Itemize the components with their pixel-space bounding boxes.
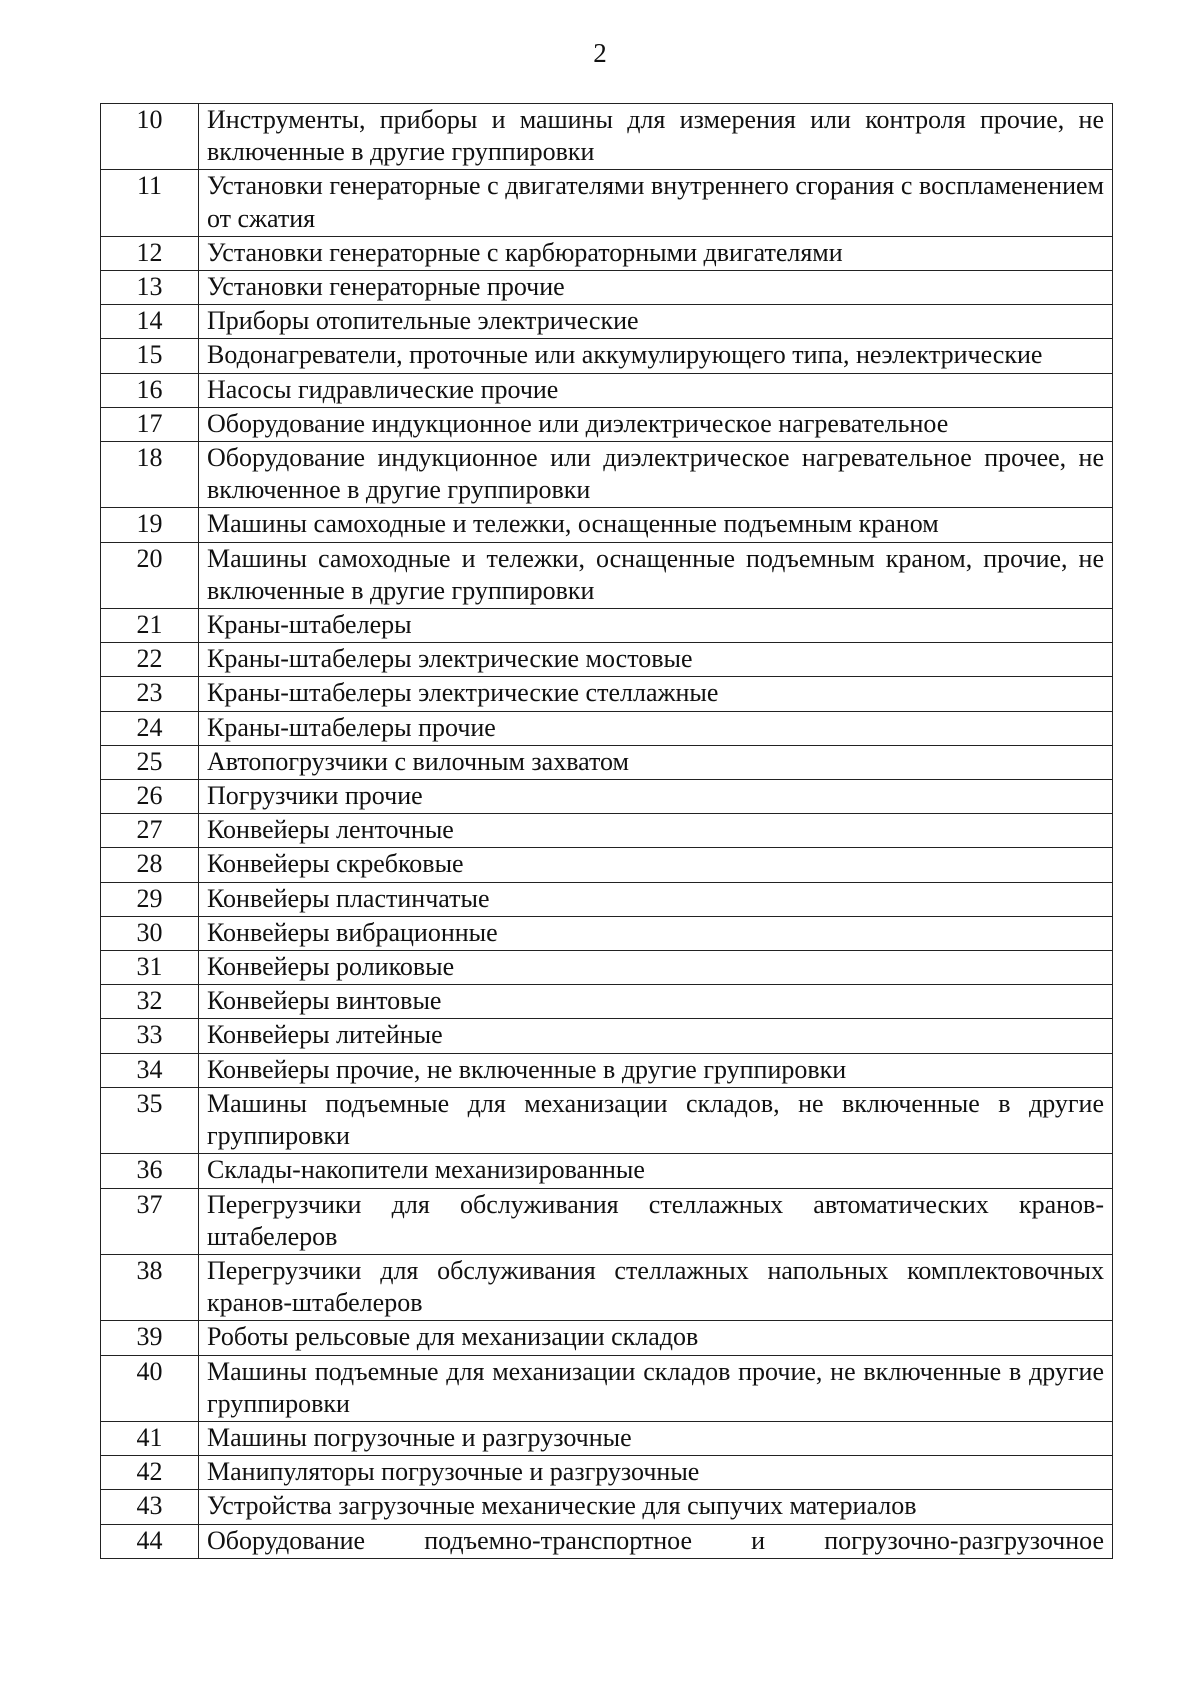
row-text: Насосы гидравлические прочие xyxy=(199,373,1113,407)
table-row xyxy=(101,1421,1113,1455)
table-row xyxy=(101,508,1113,542)
row-text: Устройства загрузочные механические для сыпучих материалов xyxy=(199,1490,1113,1524)
table-row xyxy=(101,442,1113,508)
row-text: Установки генераторные с карбюраторными двигателями xyxy=(199,236,1113,270)
row-number: 17 xyxy=(101,407,199,441)
row-number: 36 xyxy=(101,1154,199,1188)
row-number: 34 xyxy=(101,1053,199,1087)
row-number: 13 xyxy=(101,271,199,305)
row-text: Машины подъемные для механизации складов прочие, не включенные в другие группировки xyxy=(199,1355,1113,1421)
table-row xyxy=(101,711,1113,745)
row-text: Перегрузчики для обслуживания стеллажных напольных комплектовочных кранов-штабелеров xyxy=(199,1254,1113,1320)
row-text: Конвейеры винтовые xyxy=(199,985,1113,1019)
row-text: Конвейеры ленточные xyxy=(199,814,1113,848)
row-number: 15 xyxy=(101,339,199,373)
row-number: 42 xyxy=(101,1456,199,1490)
table-row xyxy=(101,236,1113,270)
table-row xyxy=(101,814,1113,848)
row-number: 39 xyxy=(101,1321,199,1355)
row-number: 22 xyxy=(101,643,199,677)
row-text: Краны-штабелеры прочие xyxy=(199,711,1113,745)
row-text: Склады-накопители механизированные xyxy=(199,1154,1113,1188)
row-text: Краны-штабелеры электрические стеллажные xyxy=(199,677,1113,711)
row-text: Конвейеры вибрационные xyxy=(199,916,1113,950)
page-number: 2 xyxy=(593,38,607,68)
row-text: Краны-штабелеры xyxy=(199,609,1113,643)
row-number: 33 xyxy=(101,1019,199,1053)
row-text: Погрузчики прочие xyxy=(199,780,1113,814)
table-row xyxy=(101,170,1113,236)
table-row xyxy=(101,1490,1113,1524)
table-row xyxy=(101,882,1113,916)
row-number: 43 xyxy=(101,1490,199,1524)
row-text: Машины самоходные и тележки, оснащенные подъемным краном xyxy=(199,508,1113,542)
row-text: Конвейеры прочие, не включенные в другие группировки xyxy=(199,1053,1113,1087)
row-text: Конвейеры пластинчатые xyxy=(199,882,1113,916)
row-text: Инструменты, приборы и машины для измерения или контроля прочие, не включенные в другие группировки xyxy=(199,104,1113,170)
table-row xyxy=(101,677,1113,711)
table-row xyxy=(101,745,1113,779)
equipment-table-body xyxy=(101,104,1113,1559)
row-number: 27 xyxy=(101,814,199,848)
row-text: Манипуляторы погрузочные и разгрузочные xyxy=(199,1456,1113,1490)
row-number: 31 xyxy=(101,951,199,985)
row-number: 28 xyxy=(101,848,199,882)
row-number: 20 xyxy=(101,542,199,608)
row-number: 16 xyxy=(101,373,199,407)
table-row xyxy=(101,1053,1113,1087)
table-row xyxy=(101,305,1113,339)
row-number: 37 xyxy=(101,1188,199,1254)
table-row xyxy=(101,339,1113,373)
row-number: 10 xyxy=(101,104,199,170)
row-number: 25 xyxy=(101,745,199,779)
row-text: Конвейеры скребковые xyxy=(199,848,1113,882)
row-number: 35 xyxy=(101,1087,199,1153)
row-number: 32 xyxy=(101,985,199,1019)
row-number: 11 xyxy=(101,170,199,236)
row-number: 26 xyxy=(101,780,199,814)
table-row xyxy=(101,916,1113,950)
table-row xyxy=(101,951,1113,985)
table-row xyxy=(101,1019,1113,1053)
table-row xyxy=(101,1456,1113,1490)
table-row xyxy=(101,407,1113,441)
table-row xyxy=(101,1087,1113,1153)
row-text: Автопогрузчики с вилочным захватом xyxy=(199,745,1113,779)
row-text: Машины подъемные для механизации складов, не включенные в другие группировки xyxy=(199,1087,1113,1153)
table-row xyxy=(101,1154,1113,1188)
table-row xyxy=(101,1321,1113,1355)
row-text: Конвейеры литейные xyxy=(199,1019,1113,1053)
table-row xyxy=(101,1188,1113,1254)
table-row xyxy=(101,542,1113,608)
row-text: Перегрузчики для обслуживания стеллажных автоматических кранов-штабелеров xyxy=(199,1188,1113,1254)
row-number: 41 xyxy=(101,1421,199,1455)
table-row xyxy=(101,1355,1113,1421)
row-text: Машины погрузочные и разгрузочные xyxy=(199,1421,1113,1455)
row-number: 38 xyxy=(101,1254,199,1320)
row-text: Оборудование подъемно-транспортное и погрузочно-разгрузочное xyxy=(199,1524,1113,1558)
table-row xyxy=(101,780,1113,814)
table-row xyxy=(101,609,1113,643)
table-row xyxy=(101,985,1113,1019)
row-number: 19 xyxy=(101,508,199,542)
table-row xyxy=(101,1524,1113,1558)
row-text: Оборудование индукционное или диэлектрическое нагревательное xyxy=(199,407,1113,441)
row-number: 24 xyxy=(101,711,199,745)
row-number: 23 xyxy=(101,677,199,711)
row-text: Конвейеры роликовые xyxy=(199,951,1113,985)
table-row xyxy=(101,643,1113,677)
row-text: Приборы отопительные электрические xyxy=(199,305,1113,339)
row-number: 29 xyxy=(101,882,199,916)
row-text: Водонагреватели, проточные или аккумулирующего типа, неэлектрические xyxy=(199,339,1113,373)
row-number: 40 xyxy=(101,1355,199,1421)
table-row xyxy=(101,1254,1113,1320)
table-row xyxy=(101,104,1113,170)
row-number: 12 xyxy=(101,236,199,270)
row-number: 44 xyxy=(101,1524,199,1558)
row-text: Роботы рельсовые для механизации складов xyxy=(199,1321,1113,1355)
table-row xyxy=(101,271,1113,305)
row-number: 18 xyxy=(101,442,199,508)
row-text: Установки генераторные прочие xyxy=(199,271,1113,305)
table-row xyxy=(101,848,1113,882)
row-text: Оборудование индукционное или диэлектрическое нагревательное прочее, не включенное в другие группировки xyxy=(199,442,1113,508)
row-text: Машины самоходные и тележки, оснащенные подъемным краном, прочие, не включенные в другие группировки xyxy=(199,542,1113,608)
row-text: Краны-штабелеры электрические мостовые xyxy=(199,643,1113,677)
row-number: 14 xyxy=(101,305,199,339)
table-row xyxy=(101,373,1113,407)
row-number: 30 xyxy=(101,916,199,950)
equipment-table xyxy=(100,103,1113,1559)
row-number: 21 xyxy=(101,609,199,643)
row-text: Установки генераторные с двигателями внутреннего сгорания с воспламенением от сжатия xyxy=(199,170,1113,236)
